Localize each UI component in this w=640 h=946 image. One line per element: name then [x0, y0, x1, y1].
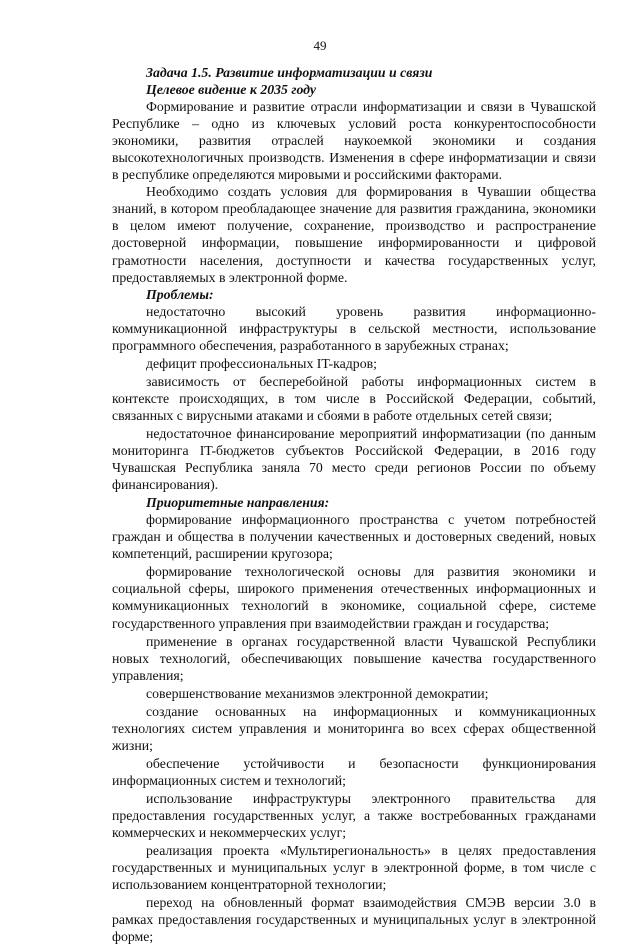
- problem-item: недостаточное финансирование мероприятий информатизации (по данным мониторинга IT-бюджетов субъектов Российской Федерации, в 2016 году Чувашская Республика заняла 70 место среди регионов России по объему финансирования).: [112, 425, 596, 493]
- problem-item: дефицит профессиональных IT-кадров;: [146, 355, 377, 371]
- priority-item: обеспечение устойчивости и безопасности функционирования информационных систем и технологий;: [112, 755, 596, 788]
- problem-item: зависимость от бесперебойной работы информационных систем в контексте происходящих, в том числе в Российской Федерации, событий, связанных с вирусными атаками и сбоями в работе отдельных сетей связи;: [112, 373, 596, 423]
- priority-item: переход на обновленный формат взаимодействия СМЭВ версии 3.0 в рамках предоставления государственных и муниципальных услуг в электронной форме;: [112, 895, 596, 945]
- vision-title: Целевое видение к 2035 году: [146, 82, 316, 98]
- problem-item: недостаточно высокий уровень развития информационно-коммуникационной инфраструктуры в сельской местности, использование программного обеспечения, разработанного в зарубежных странах;: [112, 303, 596, 353]
- priority-item: создание основанных на информационных и коммуникационных технологиях систем управления и мониторинга во всех сферах общественной жизни;: [112, 703, 596, 753]
- task-title: Задача 1.5. Развитие информатизации и связи: [146, 65, 433, 80]
- intro-paragraph: Необходимо создать условия для формирования в Чувашии общества знаний, в котором преобладающее значение для развития гражданина, экономики в целом имеют получение, сохранение, производство и распространение достоверной информации, повышение информированности и цифровой грамотности населения, доступности и качества государственных услуг, предоставляемых в электронной форме.: [112, 184, 596, 285]
- intro-paragraph: Формирование и развитие отрасли информатизации и связи в Чувашской Республике – одно из ключевых условий роста конкурентоспособности экономики, развития отраслей наукоемкой экономики и создания высокотехнологичных производств. Изменения в сфере информатизации и связи в республике определяются мировыми и российскими факторами.: [112, 99, 596, 183]
- page-number: 49: [313, 38, 327, 53]
- priority-item: использование инфраструктуры электронного правительства для предоставления государственных услуг, а также востребованных гражданами коммерческих и некоммерческих услуг;: [112, 790, 596, 841]
- priority-item: формирование технологической основы для развития экономики и социальной сферы, широкого применения отечественных информационных и коммуникационных технологий в экономике, социальной сфере, системе государственного управления при взаимодействии граждан и государства;: [112, 564, 596, 631]
- priority-item: совершенствование механизмов электронной демократии;: [146, 685, 489, 701]
- priority-item: реализация проекта «Мультирегиональность» в целях предоставления государственных и муниципальных услуг в электронной форме, в том числе с использованием концентраторной технологии;: [112, 843, 596, 893]
- priorities-title: Приоритетные направления:: [146, 495, 330, 511]
- priority-item: формирование информационного пространства с учетом потребностей граждан и общества в получении качественных и достоверных сведений, новых компетенций, расширении кругозора;: [112, 512, 596, 562]
- priority-item: применение в органах государственной власти Чувашской Республики новых технологий, обеспечивающих повышение качества государственного управления;: [112, 633, 596, 683]
- problems-title: Проблемы:: [146, 286, 214, 302]
- page-content: [112, 64, 596, 946]
